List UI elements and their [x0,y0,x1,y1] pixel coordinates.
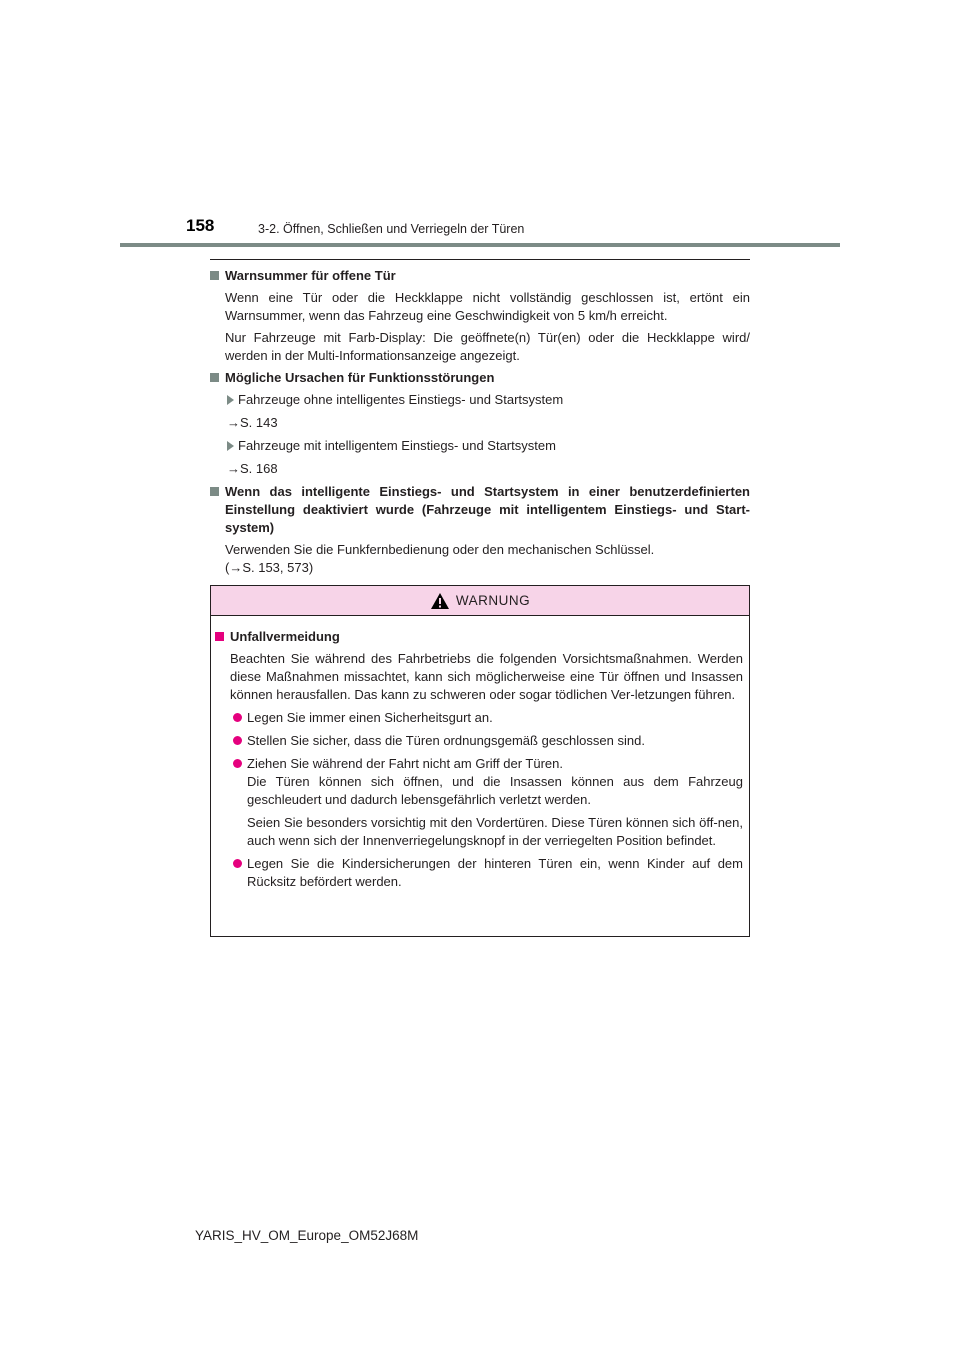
warning-header [211,586,749,616]
square-bullet-icon [210,271,219,280]
list-item [210,391,750,409]
magenta-square-icon [215,632,224,641]
magenta-dot-icon [233,713,242,722]
warning-bullet [215,709,743,727]
warning-heading [215,628,743,646]
list-item [210,437,750,455]
triangle-arrow-icon [227,395,234,405]
bullet-text: Legen Sie immer einen Sicherheitsgurt an. [247,710,493,725]
section-title: 3-2. Öffnen, Schließen und Verriegeln der Türen [258,222,525,236]
page-reference[interactable]: →S. 168 [227,461,278,476]
page-reference[interactable]: →S. 143 [227,415,278,430]
heading-text: Wenn das intelligente Einstiegs- und Startsystem in einer benutzerdefinierten Einstellung deaktiviert wurde (Fahrzeuge mit intelligentem Einstiegs- und Start-system) [225,484,750,535]
heading-malfunction [210,369,750,387]
paragraph: Wenn eine Tür oder die Heckklappe nicht vollständig geschlossen ist, ertönt ein Warnsummer, wenn das Fahrzeug eine Geschwindigkeit von 5 km/h erreicht. [225,290,750,323]
footer-code: YARIS_HV_OM_Europe_OM52J68M [195,1228,419,1243]
square-bullet-icon [210,487,219,496]
warning-title: WARNUNG [455,593,531,608]
page-reference[interactable]: (→S. 153, 573) [225,560,314,575]
bullet-text: Stellen Sie sicher, dass die Türen ordnungsgemäß geschlossen sind. [247,733,645,748]
warning-intro: Beachten Sie während des Fahrbetriebs die folgenden Vorsichtsmaßnahmen. Werden diese Maßnahmen missachtet, kann sich möglicherweise eine Tür öffnen und Insassen können herausfallen. Das kann zu schweren oder sogar tödlichen Ver-letzungen führen. [230,651,743,702]
paragraph: Nur Fahrzeuge mit Farb-Display: Die geöffnete(n) Tür(en) oder die Heckklappe wird/ werden in der Multi-Informationsanzeige angezeigt. [225,330,750,363]
warning-body [211,616,749,891]
magenta-dot-icon [233,736,242,745]
square-bullet-icon [210,373,219,382]
warning-bullet [215,855,743,891]
content-rule [210,259,750,260]
triangle-arrow-icon [227,441,234,451]
warning-triangle-icon [430,592,450,610]
warning-box [210,585,750,937]
header-rule [120,243,840,247]
bullet-text: Seien Sie besonders vorsichtig mit den Vordertüren. Diese Türen können sich öff-nen, auch wenn sich der Innenverriegelungsknopf in der verriegelten Position befindet. [247,815,743,848]
warning-bullet [215,755,743,850]
magenta-dot-icon [233,759,242,768]
heading-text: Mögliche Ursachen für Funktionsstörungen [225,370,495,385]
bullet-text: Die Türen können sich öffnen, und die Insassen können aus dem Fahrzeug geschleudert und dadurch lebensgefährlich verletzt werden. [247,774,743,807]
list-item-text: Fahrzeuge ohne intelligentes Einstiegs- und Startsystem [238,392,564,407]
list-item-text: Fahrzeuge mit intelligentem Einstiegs- und Startsystem [238,438,556,453]
heading-smart-entry-disabled [210,483,750,537]
paragraph: Verwenden Sie die Funkfernbedienung oder den mechanischen Schlüssel. [225,542,655,557]
warning-bullet [215,732,743,750]
page-number: 158 [186,216,215,235]
magenta-dot-icon [233,859,242,868]
heading-door-buzzer [210,267,750,285]
bullet-text: Legen Sie die Kindersicherungen der hinteren Türen ein, wenn Kinder auf dem Rücksitz befördert werden. [247,856,743,889]
heading-text: Warnsummer für offene Tür [225,268,396,283]
bullet-text: Ziehen Sie während der Fahrt nicht am Griff der Türen. [247,756,564,771]
main-content [210,267,750,581]
heading-text: Unfallvermeidung [230,629,340,644]
